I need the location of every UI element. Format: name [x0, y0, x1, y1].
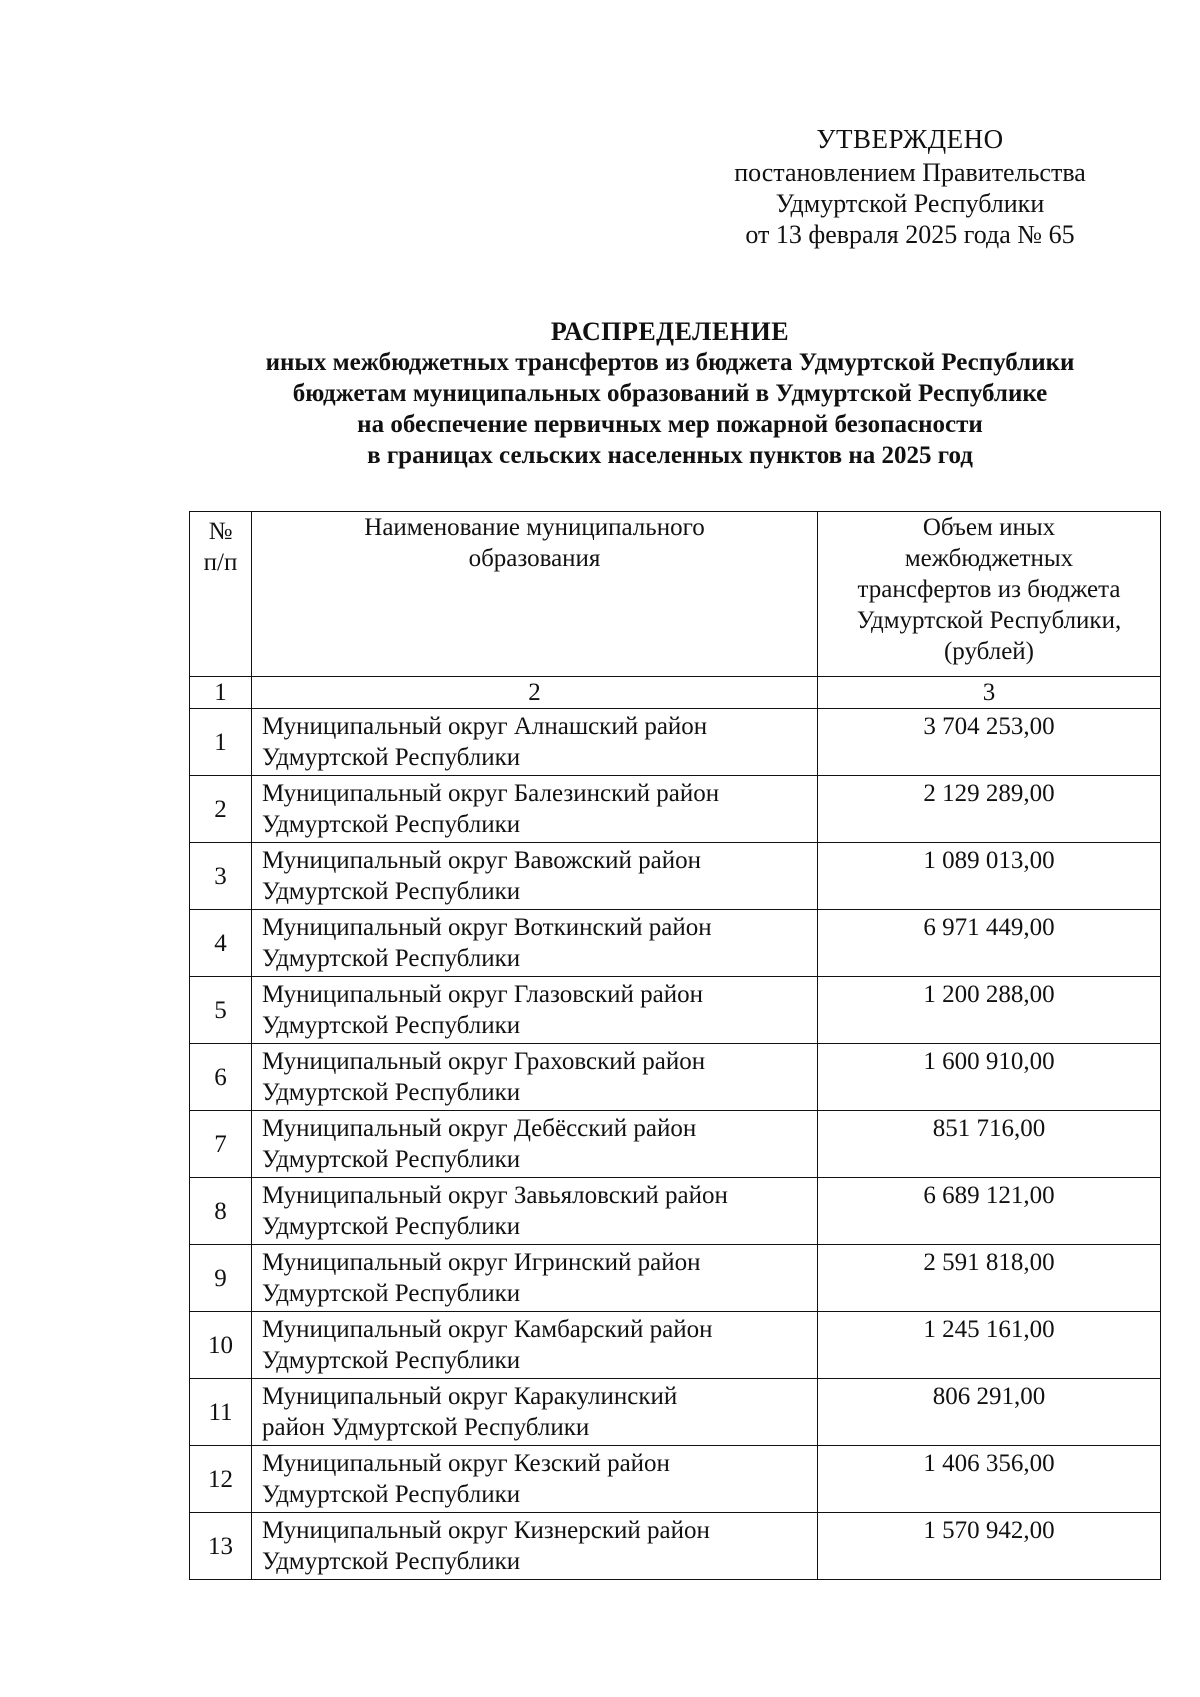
heading-main: РАСПРЕДЕЛЕНИЕ	[550, 317, 790, 346]
table-row	[190, 977, 1161, 1044]
municipality-name	[252, 1379, 818, 1446]
row-number: 4	[190, 910, 252, 977]
document-heading	[160, 316, 1180, 471]
transfer-amount: 851 716,00	[818, 1111, 1161, 1178]
row-number: 5	[190, 977, 252, 1044]
municipality-name-line-2: Удмуртской Республики	[262, 1012, 521, 1039]
municipality-name-line-2: Удмуртской Республики	[262, 945, 521, 972]
row-number: 10	[190, 1312, 252, 1379]
municipality-name-line-1: Муниципальный округ Игринский район	[262, 1249, 701, 1276]
header-amount-line-5: (рублей)	[943, 638, 1035, 665]
table-row	[190, 709, 1161, 776]
heading-line-1: иных межбюджетных трансфертов из бюджета Удмуртской Республики	[265, 349, 1075, 376]
row-number: 9	[190, 1245, 252, 1312]
column-number-3: 3	[818, 677, 1161, 709]
approval-title: УТВЕРЖДЕНО	[816, 124, 1004, 154]
row-number: 2	[190, 776, 252, 843]
header-amount-line-3: трансфертов из бюджета	[857, 576, 1121, 603]
table-header-row	[190, 512, 1161, 677]
row-number: 12	[190, 1446, 252, 1513]
municipality-name-line-1: Муниципальный округ Балезинский район	[262, 780, 720, 807]
municipality-name	[252, 1044, 818, 1111]
heading-line-4: в границах сельских населенных пунктов на 2025 год	[367, 442, 973, 469]
row-number: 3	[190, 843, 252, 910]
row-number: 13	[190, 1513, 252, 1580]
table-row	[190, 1245, 1161, 1312]
transfer-amount: 2 591 818,00	[818, 1245, 1161, 1312]
municipality-name-line-2: Удмуртской Республики	[262, 1146, 521, 1173]
distribution-table	[189, 511, 1161, 1580]
table-row	[190, 1312, 1161, 1379]
table-row	[190, 1379, 1161, 1446]
table-row	[190, 1446, 1161, 1513]
municipality-name-line-1: Муниципальный округ Кезский район	[262, 1450, 670, 1477]
table-row	[190, 843, 1161, 910]
transfer-amount: 6 689 121,00	[818, 1178, 1161, 1245]
municipality-name-line-1: Муниципальный округ Каракулинский	[262, 1383, 678, 1410]
row-number: 1	[190, 709, 252, 776]
municipality-name-line-1: Муниципальный округ Дебёсский район	[262, 1115, 697, 1142]
header-number-line-2: п/п	[203, 549, 238, 576]
table-row	[190, 910, 1161, 977]
header-amount-line-2: межбюджетных	[904, 545, 1074, 572]
row-number: 7	[190, 1111, 252, 1178]
table-row	[190, 1513, 1161, 1580]
row-number: 11	[190, 1379, 252, 1446]
municipality-name-line-1: Муниципальный округ Камбарский район	[262, 1316, 713, 1343]
municipality-name-line-2: Удмуртской Республики	[262, 1347, 521, 1374]
municipality-name-line-1: Муниципальный округ Глазовский район	[262, 981, 703, 1008]
transfer-amount: 1 600 910,00	[818, 1044, 1161, 1111]
municipality-name-line-2: Удмуртской Республики	[262, 1213, 521, 1240]
heading-line-2: бюджетам муниципальных образований в Удмуртской Республике	[292, 380, 1048, 407]
header-number-line-1: №	[208, 518, 233, 545]
transfer-amount: 806 291,00	[818, 1379, 1161, 1446]
municipality-name-line-1: Муниципальный округ Граховский район	[262, 1048, 706, 1075]
municipality-name	[252, 776, 818, 843]
municipality-name-line-1: Муниципальный округ Завьяловский район	[262, 1182, 728, 1209]
municipality-name	[252, 910, 818, 977]
table-row	[190, 1111, 1161, 1178]
row-number: 8	[190, 1178, 252, 1245]
transfer-amount: 1 406 356,00	[818, 1446, 1161, 1513]
municipality-name-line-2: Удмуртской Республики	[262, 1481, 521, 1508]
municipality-name	[252, 1245, 818, 1312]
municipality-name	[252, 1178, 818, 1245]
table-row	[190, 1178, 1161, 1245]
approval-line-1: постановлением Правительства	[734, 158, 1086, 187]
approval-line-2: Удмуртской Республики	[775, 189, 1045, 218]
municipality-name-line-2: Удмуртской Республики	[262, 744, 521, 771]
transfer-amount: 1 570 942,00	[818, 1513, 1161, 1580]
municipality-name-line-1: Муниципальный округ Вавожский район	[262, 847, 702, 874]
municipality-name-line-2: Удмуртской Республики	[262, 1548, 521, 1575]
municipality-name	[252, 1111, 818, 1178]
approval-block	[700, 124, 1120, 250]
header-name	[252, 512, 818, 677]
table-row	[190, 776, 1161, 843]
header-name-line-2: образования	[468, 545, 601, 572]
municipality-name-line-1: Муниципальный округ Кизнерский район	[262, 1517, 710, 1544]
municipality-name	[252, 1513, 818, 1580]
column-number-2: 2	[252, 677, 818, 709]
municipality-name	[252, 1312, 818, 1379]
transfer-amount: 2 129 289,00	[818, 776, 1161, 843]
header-number	[190, 512, 252, 677]
table-row	[190, 1044, 1161, 1111]
municipality-name-line-2: Удмуртской Республики	[262, 1280, 521, 1307]
transfer-amount: 1 200 288,00	[818, 977, 1161, 1044]
municipality-name-line-2: Удмуртской Республики	[262, 878, 521, 905]
municipality-name-line-1: Муниципальный округ Воткинский район	[262, 914, 712, 941]
header-amount-line-4: Удмуртской Республики,	[856, 607, 1122, 634]
transfer-amount: 1 245 161,00	[818, 1312, 1161, 1379]
municipality-name	[252, 1446, 818, 1513]
municipality-name-line-2: район Удмуртской Республики	[262, 1414, 590, 1441]
municipality-name-line-1: Муниципальный округ Алнашский район	[262, 713, 708, 740]
header-name-line-1: Наименование муниципального	[364, 514, 705, 541]
municipality-name	[252, 709, 818, 776]
transfer-amount: 3 704 253,00	[818, 709, 1161, 776]
column-number-row	[190, 677, 1161, 709]
municipality-name	[252, 843, 818, 910]
column-number-1: 1	[190, 677, 252, 709]
heading-line-3: на обеспечение первичных мер пожарной безопасности	[357, 411, 983, 438]
municipality-name-line-2: Удмуртской Республики	[262, 1079, 521, 1106]
transfer-amount: 6 971 449,00	[818, 910, 1161, 977]
header-amount-line-1: Объем иных	[922, 514, 1056, 541]
approval-line-3: от 13 февраля 2025 года № 65	[745, 220, 1075, 249]
header-amount	[818, 512, 1161, 677]
transfer-amount: 1 089 013,00	[818, 843, 1161, 910]
row-number: 6	[190, 1044, 252, 1111]
municipality-name	[252, 977, 818, 1044]
municipality-name-line-2: Удмуртской Республики	[262, 811, 521, 838]
